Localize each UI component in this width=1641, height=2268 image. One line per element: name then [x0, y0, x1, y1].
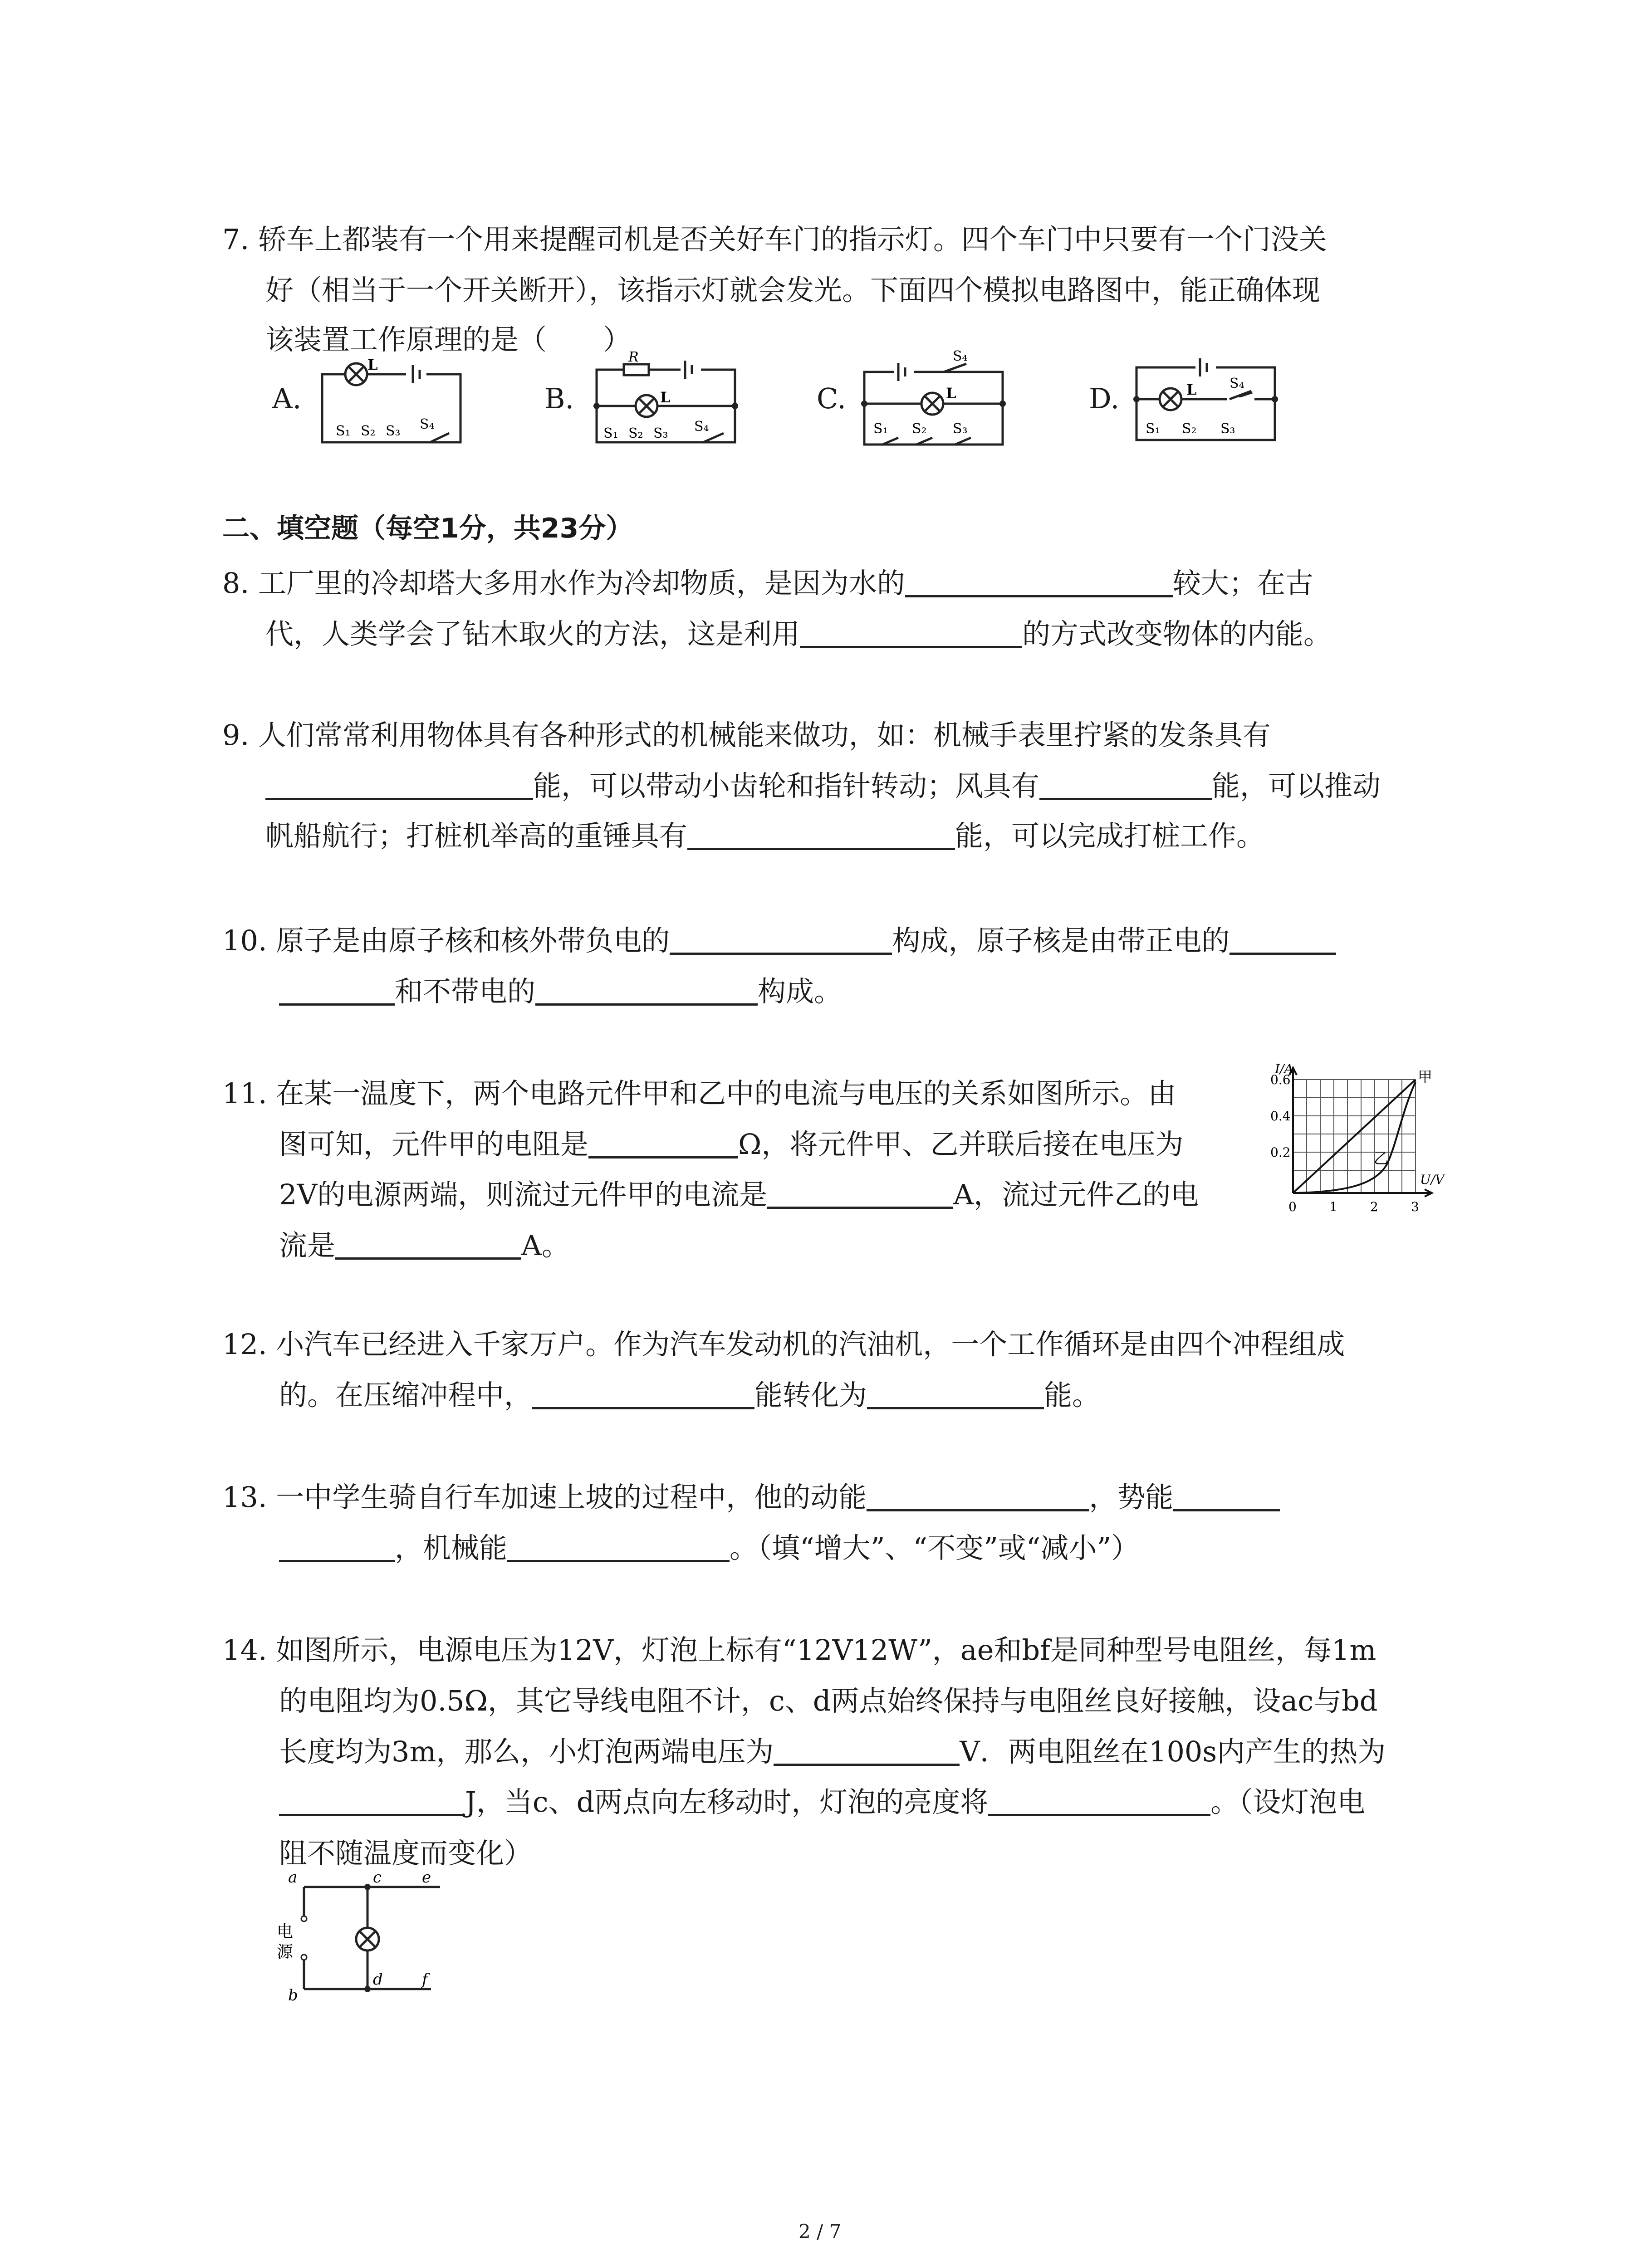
q9-line3: 帆船航行；打桩机举高的重锤具有 能，可以完成打桩工作。	[265, 819, 1265, 852]
q8-blank-1	[905, 595, 1173, 597]
q14-line2: 的电阻均为0.5Ω，其它导线电阻不计，c、d两点始终保持与电阻丝良好接触，设ac与bd	[279, 1684, 1378, 1717]
q13-blank-2b	[279, 1560, 395, 1562]
q13-blank-3	[507, 1560, 730, 1562]
q14-line5: 阻不随温度而变化）	[279, 1837, 533, 1870]
graph-ytick-04: 0.4	[1270, 1109, 1291, 1124]
q7-option-c-letter: C.	[817, 382, 846, 415]
q11-blank-1	[588, 1156, 738, 1158]
circuit-d-label-s3: S₃	[1220, 421, 1235, 437]
circuit-b-label-s1: S₁	[603, 425, 618, 441]
q7-line3: 该装置工作原理的是（ ）	[265, 323, 632, 356]
circuit-c-label-s1: S₁	[873, 421, 888, 437]
q10-line1: 10. 原子是由原子核和核外带负电的 构成，原子核是由带正电的	[222, 927, 1336, 955]
q9-blank-2	[1039, 798, 1212, 800]
q7-option-b-letter: B.	[544, 382, 574, 415]
q7-option-a-letter: A.	[272, 382, 302, 415]
circuit-a-label-s3: S₃	[386, 423, 401, 439]
graph-xtick-0: 0	[1288, 1199, 1297, 1214]
q9-blank-3	[687, 848, 955, 850]
graph-xtick-3: 3	[1411, 1199, 1419, 1214]
q9-line2: 能，可以带动小齿轮和指针转动；风具有 能，可以推动	[265, 772, 1381, 800]
q11-blank-3	[335, 1257, 521, 1260]
circuit-diagram-c	[857, 349, 1012, 454]
circuit-c-label-s4: S₄	[953, 349, 968, 364]
circuit-b-label-s3: S₃	[653, 425, 668, 441]
q14-blank-2	[279, 1814, 465, 1816]
circuit-a-label-s2: S₂	[361, 423, 376, 439]
q8-line1: 8. 工厂里的冷却塔大多用水作为冷却物质，是因为水的 较大；在古	[222, 567, 1313, 600]
q14-line4: J，当c、d两点向左移动时，灯泡的亮度将 。（设灯泡电	[279, 1788, 1365, 1816]
circuit-b-label-s4: S₄	[694, 419, 709, 435]
graph-xtick-2: 2	[1370, 1199, 1378, 1214]
q7-line2: 好（相当于一个开关断开），该指示灯就会发光。下面四个模拟电路图中，能正确体现	[265, 274, 1321, 307]
graph-ylabel: I/A	[1275, 1061, 1293, 1076]
circuit-diagram-a	[318, 352, 472, 451]
fig-label-power-2: 源	[277, 1943, 294, 1961]
circuit-diagram-d	[1130, 349, 1284, 449]
q10-blank-3	[535, 1003, 758, 1006]
graph-ytick-02: 0.2	[1270, 1145, 1291, 1160]
q11-line2: 图可知，元件甲的电阻是 Ω，将元件甲、乙并联后接在电压为	[279, 1128, 1184, 1161]
page-number: 2 / 7	[798, 2220, 842, 2243]
fig-label-f: f	[422, 1970, 428, 1989]
q11-blank-2	[767, 1207, 953, 1209]
fig-label-c: c	[373, 1869, 382, 1887]
q12-line1: 12. 小汽车已经进入千家万户。作为汽车发动机的汽油机，一个工作循环是由四个冲程组成	[222, 1328, 1345, 1361]
q12-blank-1	[532, 1407, 754, 1409]
circuit-a-label-l: L	[367, 356, 378, 373]
circuit-c-label-l: L	[946, 385, 956, 402]
circuit-a-label-s4: S₄	[420, 416, 435, 432]
fig-label-e: e	[422, 1869, 431, 1887]
q10-blank-2b	[279, 1003, 395, 1006]
circuit-d-label-s2: S₂	[1182, 421, 1197, 437]
circuit-c-label-s3: S₃	[953, 421, 968, 437]
fig-label-d: d	[373, 1970, 383, 1989]
q11-line4: 流是 A。	[279, 1229, 570, 1262]
q13-blank-1	[867, 1509, 1089, 1511]
q14-blank-3	[988, 1814, 1210, 1816]
resistance-wire-circuit	[277, 1869, 495, 2005]
circuit-d-label-s1: S₁	[1146, 421, 1161, 437]
q7-line1: 7. 轿车上都装有一个用来提醒司机是否关好车门的指示灯。四个车门中只要有一个门没关	[222, 223, 1327, 256]
q8-line2: 代，人类学会了钻木取火的方法，这是利用 的方式改变物体的内能。	[265, 617, 1332, 650]
q14-line1: 14. 如图所示，电源电压为12V，灯泡上标有“12V12W”，ae和bf是同种型号电阻丝，每1m	[222, 1633, 1376, 1667]
circuit-diagram-b	[590, 352, 744, 451]
q9-line1: 9. 人们常常利用物体具有各种形式的机械能来做功，如：机械手表里拧紧的发条具有	[222, 719, 1271, 752]
q13-line1: 13. 一中学生骑自行车加速上坡的过程中，他的动能 ，势能	[222, 1483, 1280, 1511]
circuit-a-label-s1: S₁	[336, 423, 351, 439]
graph-xtick-1: 1	[1329, 1199, 1337, 1214]
q13-line2: ，机械能 。（填“增大”、“不变”或“减小”）	[279, 1534, 1139, 1562]
iu-graph	[1270, 1061, 1506, 1225]
q13-blank-2a	[1173, 1509, 1280, 1511]
q10-line2: 和不带电的 构成。	[279, 978, 842, 1006]
circuit-b-label-s2: S₂	[628, 425, 643, 441]
q12-blank-2	[867, 1407, 1044, 1409]
fig-label-power-1: 电	[277, 1922, 294, 1941]
q8-blank-2	[800, 646, 1022, 648]
graph-xlabel: U/V	[1420, 1172, 1445, 1187]
q11-line1: 11. 在某一温度下，两个电路元件甲和乙中的电流与电压的关系如图所示。由	[222, 1077, 1176, 1110]
graph-ytick-06: 0.6	[1270, 1072, 1291, 1087]
circuit-d-label-s4: S₄	[1230, 376, 1244, 391]
fig-label-a: a	[288, 1869, 298, 1887]
q10-blank-2a	[1230, 953, 1336, 955]
q10-blank-1	[670, 953, 892, 955]
circuit-b-label-l: L	[660, 389, 671, 406]
graph-label-yi: 乙	[1374, 1150, 1389, 1167]
circuit-b-label-r: R	[628, 352, 639, 365]
circuit-c-label-s2: S₂	[912, 421, 927, 437]
q9-blank-1	[265, 798, 533, 800]
section-title: 二、填空题（每空1分，共23分）	[222, 513, 633, 544]
circuit-d-label-l: L	[1186, 381, 1197, 398]
q7-option-d-letter: D.	[1089, 382, 1120, 415]
q14-blank-1	[774, 1764, 960, 1766]
q12-line2: 的。在压缩冲程中， 能转化为 能。	[279, 1378, 1101, 1412]
q14-line3: 长度均为3m，那么，小灯泡两端电压为 V．两电阻丝在100s内产生的热为	[279, 1735, 1386, 1768]
q11-line3: 2V的电源两端，则流过元件甲的电流是 A，流过元件乙的电	[279, 1178, 1199, 1211]
fig-label-b: b	[288, 1986, 298, 2004]
graph-label-jia: 甲	[1418, 1068, 1433, 1085]
